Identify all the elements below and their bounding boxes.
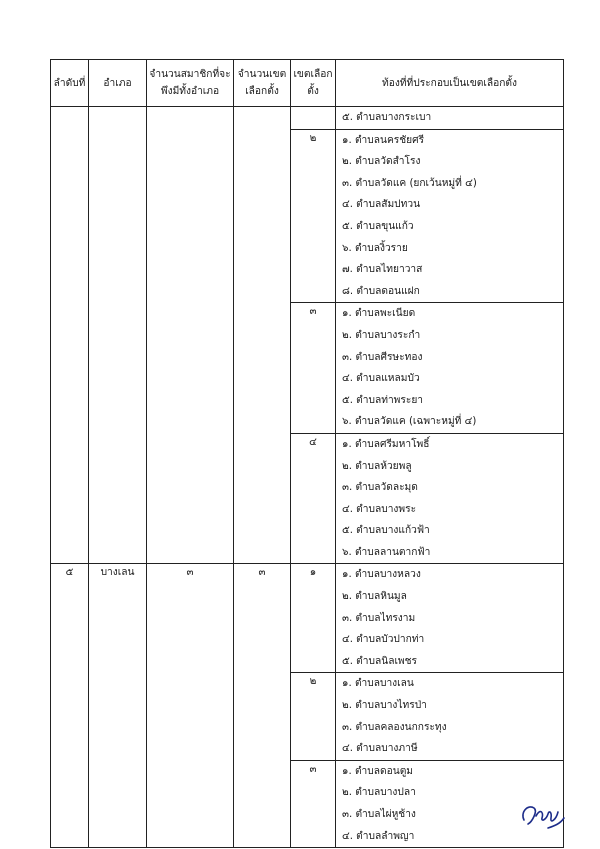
area-item: ๕. ตำบลท่าพระยา (342, 394, 424, 406)
area-item: ๓. ตำบลไผ่หูช้าง (342, 809, 416, 820)
members-cell: ๓ (147, 564, 234, 848)
header-order: ลำดับที่ (51, 60, 89, 107)
district-no-cell: ๑ (291, 564, 336, 673)
order-cell: ๕ (51, 564, 89, 848)
area-item: ๒. ตำบลวัดสำโรง (342, 156, 421, 168)
area-item: ๖. ตำบลงิ้วราย (342, 242, 408, 254)
area-item: ๑. ตำบลพะเนียด (342, 308, 416, 320)
area-item: ๕. ตำบลขุนแก้ว (342, 220, 414, 232)
area-item: ๒. ตำบลห้วยพลู (342, 460, 412, 472)
areas-cell (336, 564, 564, 673)
signature-initials (518, 798, 568, 832)
area-item: ๓. ตำบลศีรษะทอง (342, 351, 423, 363)
area-item: ๓. ตำบลวัดแค (ยกเว้นหมู่ที่ ๔) (342, 177, 477, 189)
area-item: ๕. ตำบลบางกระเบา (342, 112, 432, 123)
districts-count-cell: ๓ (234, 564, 291, 848)
area-item: ๒. ตำบลบางปลา (342, 787, 416, 799)
area-item: ๖. ตำบลลานตากฟ้า (342, 546, 431, 558)
amphoe-cell: บางเลน (89, 564, 147, 848)
district-no-cell (291, 107, 336, 130)
members-cell-prev (147, 107, 234, 564)
area-item: ๒. ตำบลบางระกำ (342, 329, 421, 341)
area-item: ๓. ตำบลวัดละมุด (342, 482, 418, 494)
areas-cell (336, 129, 564, 303)
table-row (51, 107, 564, 130)
area-item: ๘. ตำบลดอนแฝก (342, 285, 420, 297)
header-district-no: เขตเลือกตั้ง (291, 60, 336, 107)
area-item: ๑. ตำบลนครชัยศรี (342, 134, 425, 146)
areas-cell (336, 433, 564, 564)
table-header-row (51, 60, 564, 107)
area-item: ๓. ตำบลคลองนกกระทุง (342, 721, 447, 733)
area-item: ๔. ตำบลแหลมบัว (342, 373, 420, 385)
election-district-table (50, 59, 564, 848)
district-no-cell: ๔ (291, 433, 336, 564)
area-item: ๔. ตำบลบางภาษี (342, 743, 418, 755)
header-amphoe: อำเภอ (89, 60, 147, 107)
areas-cell (336, 303, 564, 434)
district-no-cell: ๒ (291, 129, 336, 303)
area-item: ๔. ตำบลบัวปากท่า (342, 634, 425, 646)
district-no-cell: ๓ (291, 760, 336, 847)
area-item: ๖. ตำบลวัดแค (เฉพาะหมู่ที่ ๔) (342, 416, 477, 428)
area-item: ๒. ตำบลหินมูล (342, 591, 407, 603)
table-row (51, 564, 564, 673)
order-cell-prev (51, 107, 89, 564)
area-item: ๒. ตำบลบางไทรป่า (342, 700, 427, 712)
district-no-cell: ๒ (291, 673, 336, 760)
district-no-cell: ๓ (291, 303, 336, 434)
header-members: จำนวนสมาชิกที่จะพึงมีทั้งอำเภอ (147, 60, 234, 107)
area-item: ๕. ตำบลบางแก้วฟ้า (342, 525, 430, 537)
area-item: ๑. ตำบลศรีมหาโพธิ์ (342, 438, 430, 450)
header-areas: ท้องที่ที่ประกอบเป็นเขตเลือกตั้ง (336, 60, 564, 107)
areas-cell (336, 673, 564, 760)
area-item: ๕. ตำบลนิลเพชร (342, 655, 418, 667)
header-districts-count: จำนวนเขตเลือกตั้ง (234, 60, 291, 107)
districts-count-cell-prev (234, 107, 291, 564)
area-item: ๑. ตำบลดอนตูม (342, 765, 414, 777)
area-item: ๑. ตำบลบางเลน (342, 678, 414, 690)
area-item: ๑. ตำบลบางหลวง (342, 569, 421, 581)
amphoe-cell-prev (89, 107, 147, 564)
areas-cell (336, 107, 564, 130)
area-item: ๔. ตำบลบางพระ (342, 503, 417, 515)
area-item: ๓. ตำบลไทรงาม (342, 612, 416, 624)
area-item: ๔. ตำบลสัมปทวน (342, 199, 421, 211)
area-item: ๔. ตำบลลำพญา (342, 830, 415, 842)
area-item: ๗. ตำบลไทยาวาส (342, 264, 423, 276)
